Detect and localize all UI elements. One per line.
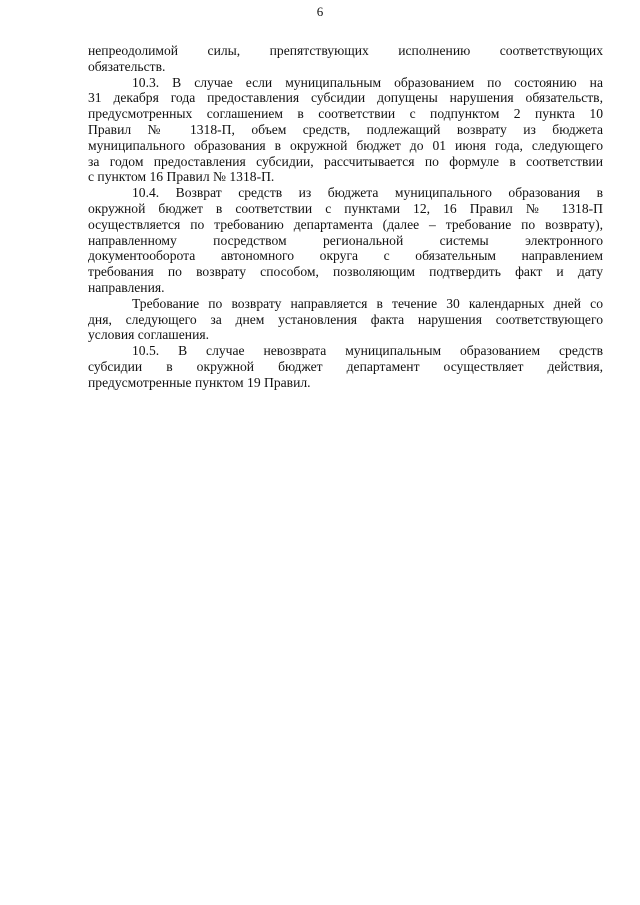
text-line: муниципального образования в окружной бюджет до 01 июня года, следующего <box>88 137 603 153</box>
paragraph <box>88 343 603 390</box>
text-line: 10.5. В случае невозврата муниципальным образованием средств <box>132 343 603 359</box>
text-line: условия соглашения. <box>88 327 209 343</box>
text-line: 10.3. В случае если муниципальным образованием по состоянию на <box>132 74 603 90</box>
document-body <box>88 43 603 391</box>
text-line: с пунктом 16 Правил № 1318-П. <box>88 169 275 185</box>
text-line: Требование по возврату направляется в течение 30 календарных дней со <box>132 295 603 311</box>
text-line: направления. <box>88 279 165 295</box>
text-line: окружной бюджет в соответствии с пунктами 12, 16 Правил № 1318-П <box>88 200 603 216</box>
text-line: требования по возврату способом, позволяющим подтвердить факт и дату <box>88 264 603 280</box>
text-line: предусмотренных соглашением в соответствии с подпунктом 2 пункта 10 <box>88 106 603 122</box>
text-line: дня, следующего за днем установления факта нарушения соответствующего <box>88 311 603 327</box>
text-line: за годом предоставления субсидии, рассчитывается по формуле в соответствии <box>88 153 603 169</box>
paragraph <box>88 185 603 296</box>
text-line: непреодолимой силы, препятствующих исполнению соответствующих <box>88 43 603 58</box>
text-line: документооборота автономного округа с обязательным направлением <box>88 248 603 264</box>
paragraph <box>88 75 603 186</box>
text-line: осуществляется по требованию департамента (далее – требование по возврату), <box>88 216 603 232</box>
paragraph <box>88 43 603 75</box>
paragraph <box>88 296 603 343</box>
text-line: 10.4. Возврат средств из бюджета муниципального образования в <box>132 185 603 201</box>
text-line: субсидии в окружной бюджет департамент осуществляет действия, <box>88 358 603 374</box>
page-number: 6 <box>316 4 324 19</box>
text-line: 31 декабря года предоставления субсидии допущены нарушения обязательств, <box>88 90 603 106</box>
text-line: обязательств. <box>88 58 166 74</box>
text-line: направленному посредством региональной системы электронного <box>88 232 603 248</box>
text-line: предусмотренные пунктом 19 Правил. <box>88 374 311 390</box>
text-line: Правил № 1318-П, объем средств, подлежащий возврату из бюджета <box>88 121 603 137</box>
